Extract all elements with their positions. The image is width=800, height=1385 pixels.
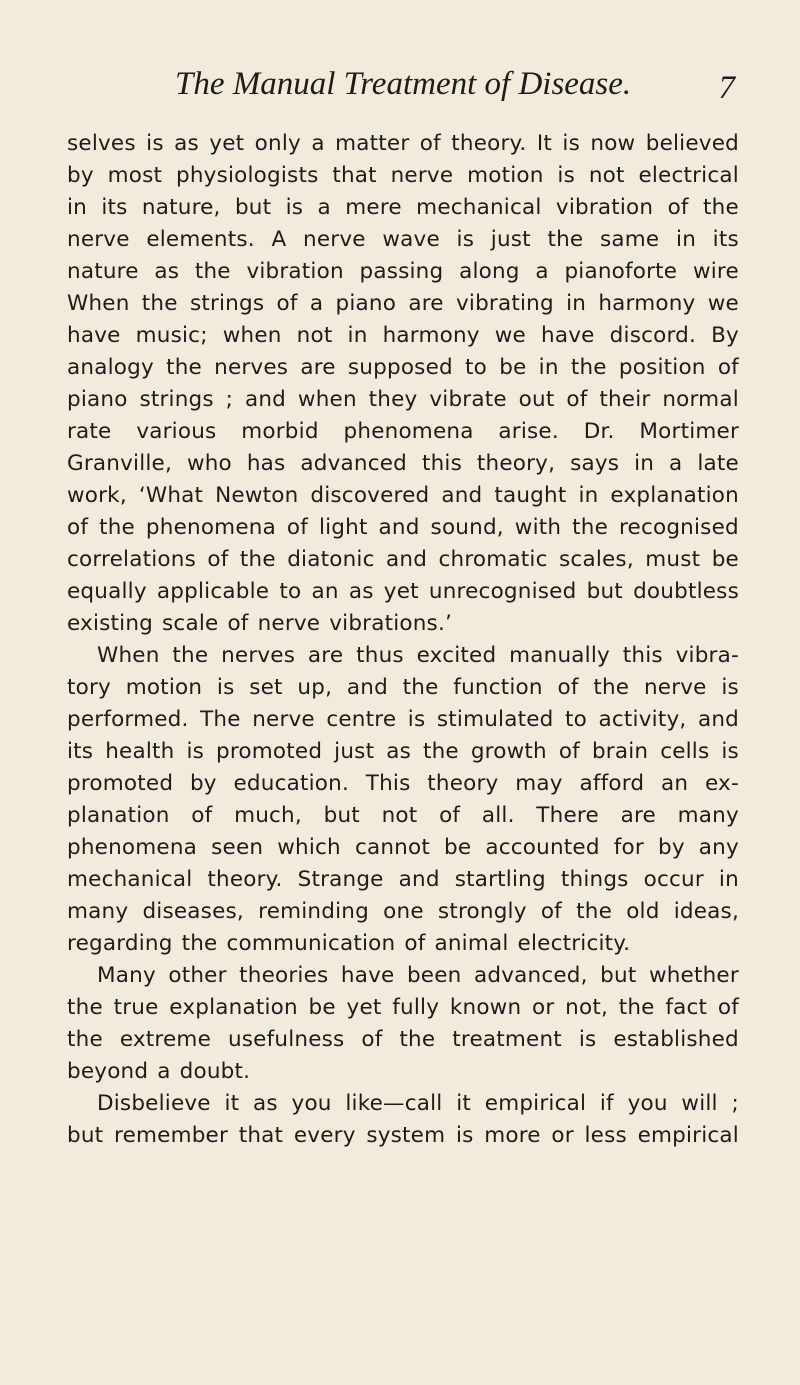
text-line: Granville, who has advanced this theory, says in a late: [67, 451, 739, 476]
running-title: The Manual Treatment of Disease.: [175, 66, 632, 102]
text-line: in its nature, but is a mere mechanical vibration of the: [67, 195, 739, 220]
page-number: 7: [718, 70, 735, 106]
text-line: nerve elements. A nerve wave is just the same in its: [67, 227, 739, 252]
text-line: correlations of the diatonic and chromatic scales, must be: [67, 547, 739, 572]
text-line: performed. The nerve centre is stimulated to activity, and: [67, 707, 739, 732]
text-line: many diseases, reminding one strongly of the old ideas,: [67, 899, 739, 924]
text-line: but remember that every system is more or less empirical: [67, 1123, 739, 1148]
text-line: Many other theories have been advanced, but whether: [97, 963, 739, 988]
running-head: [175, 66, 735, 106]
text-line: selves is as yet only a matter of theory. It is now believed: [67, 131, 739, 156]
text-line: tory motion is set up, and the function of the nerve is: [67, 675, 739, 700]
text-line: its health is promoted just as the growth of brain cells is: [67, 739, 739, 764]
text-line: regarding the communication of animal electricity.: [67, 931, 631, 956]
text-line: existing scale of nerve vibrations.’: [67, 611, 453, 636]
text-line: beyond a doubt.: [67, 1059, 251, 1084]
text-line: piano strings ; and when they vibrate out of their normal: [67, 387, 739, 412]
text-line: promoted by education. This theory may afford an ex-: [67, 771, 739, 796]
text-line: by most physiologists that nerve motion is not electrical: [67, 163, 739, 188]
text-line: rate various morbid phenomena arise. Dr. Mortimer: [67, 419, 739, 444]
text-line: the extreme usefulness of the treatment is established: [67, 1027, 739, 1052]
text-line: nature as the vibration passing along a pianoforte wire: [67, 259, 739, 284]
text-line: analogy the nerves are supposed to be in the position of: [67, 355, 739, 380]
text-line: phenomena seen which cannot be accounted for by any: [67, 835, 739, 860]
text-line: mechanical theory. Strange and startling things occur in: [67, 867, 739, 892]
text-line: work, ‘What Newton discovered and taught in explanation: [67, 483, 739, 508]
text-line: planation of much, but not of all. There are many: [67, 803, 739, 828]
text-line: When the strings of a piano are vibrating in harmony we: [67, 291, 739, 316]
text-line: equally applicable to an as yet unrecognised but doubtless: [67, 579, 739, 604]
text-line: Disbelieve it as you like—call it empirical if you will ;: [97, 1091, 739, 1116]
text-line: When the nerves are thus excited manually this vibra-: [97, 643, 739, 668]
text-line: of the phenomena of light and sound, with the recognised: [67, 515, 739, 540]
body-text: [67, 128, 739, 1152]
text-line: the true explanation be yet fully known or not, the fact of: [67, 995, 739, 1020]
text-line: have music; when not in harmony we have discord. By: [67, 323, 739, 348]
